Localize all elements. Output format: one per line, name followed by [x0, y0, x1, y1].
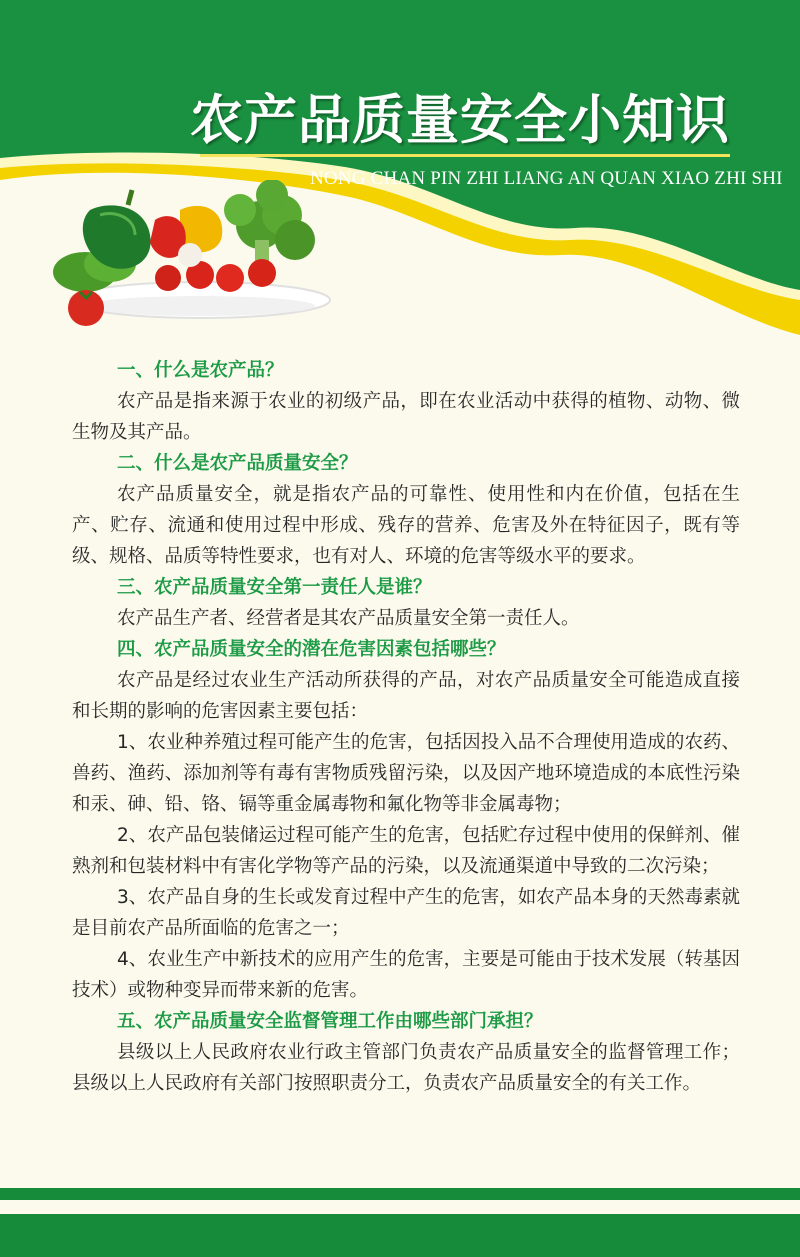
- section-3: [72, 572, 740, 634]
- paragraph: 县级以上人民政府农业行政主管部门负责农产品质量安全的监督管理工作；县级以上人民政府有关部门按照职责分工，负责农产品质量安全的有关工作。: [72, 1042, 740, 1094]
- paragraph: 农产品质量安全，就是指农产品的可靠性、使用性和内在价值，包括在生产、贮存、流通和使用过程中形成、残存的营养、危害及外在特征因子，既有等级、规格、品质等特性要求，也有对人、环境的危害等级水平的要求。: [72, 484, 740, 567]
- section-1: [72, 355, 740, 448]
- paragraph: 农产品是指来源于农业的初级产品，即在农业活动中获得的植物、动物、微生物及其产品。: [72, 391, 740, 443]
- paragraph: 3、农产品自身的生长或发育过程中产生的危害，如农产品本身的天然毒素就是目前农产品所面临的危害之一；: [72, 887, 740, 939]
- question-heading: 一、什么是农产品？: [117, 360, 284, 381]
- page-subtitle-pinyin: NONG CHAN PIN ZHI LIANG AN QUAN XIAO ZHI SHI: [310, 168, 783, 189]
- section-5: [72, 1006, 740, 1099]
- paragraph: 4、农业生产中新技术的应用产生的危害，主要是可能由于技术发展（转基因技术）或物种变异而带来新的危害。: [72, 949, 740, 1001]
- question-heading: 三、农产品质量安全第一责任人是谁？: [117, 577, 432, 598]
- footer-band: [0, 1214, 800, 1257]
- page-title: 农产品质量安全小知识: [190, 90, 730, 151]
- question-heading: 二、什么是农产品质量安全？: [117, 453, 358, 474]
- question-heading: 五、农产品质量安全监督管理工作由哪些部门承担？: [117, 1011, 543, 1032]
- section-2: [72, 448, 740, 572]
- paragraph: 农产品是经过农业生产活动所获得的产品，对农产品质量安全可能造成直接和长期的影响的危害因素主要包括：: [72, 670, 740, 722]
- paragraph: 农产品生产者、经营者是其农产品质量安全第一责任人。: [117, 608, 580, 629]
- paragraph: 2、农产品包装储运过程可能产生的危害，包括贮存过程中使用的保鲜剂、催熟剂和包装材料中有害化学物等产品的污染，以及流通渠道中导致的二次污染；: [72, 825, 740, 877]
- vegetable-plate-illustration: [50, 180, 340, 330]
- content-body: [72, 355, 740, 1099]
- title-underline: [200, 154, 730, 157]
- paragraph: 1、农业种养殖过程可能产生的危害，包括因投入品不合理使用造成的农药、兽药、渔药、添加剂等有毒有害物质残留污染，以及因产地环境造成的本底性污染和汞、砷、铅、铬、镉等重金属毒物和氟化物等非金属毒物；: [72, 732, 740, 815]
- footer-stripe: [0, 1188, 800, 1200]
- question-heading: 四、农产品质量安全的潜在危害因素包括哪些？: [117, 639, 506, 660]
- section-4: [72, 634, 740, 1006]
